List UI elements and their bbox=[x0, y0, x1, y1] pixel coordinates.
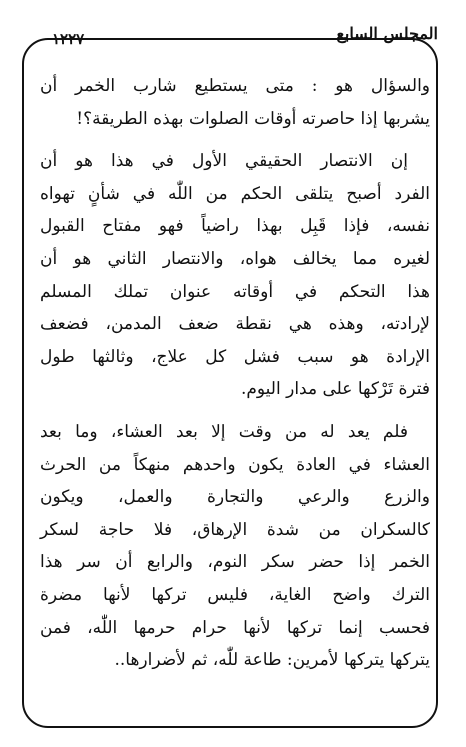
text-line: فحسب إنما تركها لأنها حرام حرمها اللّٰه، فمن bbox=[40, 617, 430, 638]
text-line: والسؤال هو : متى يستطيع شارب الخمر أن bbox=[40, 76, 430, 96]
text-line: نفسه، فإذا قَبِل بهذا راضياً فهو مفتاح القبول bbox=[40, 216, 430, 237]
text-line: إن الانتصار الحقيقي الأول في هذا هو أن bbox=[40, 151, 408, 172]
text-line: كالسكران من شدة الإرهاق، فلا حاجة لسكر bbox=[40, 519, 430, 540]
text-line: هذا التحكم في أوقاته عنوان تملك المسلم bbox=[40, 281, 430, 302]
text-line: الترك واضح الغاية، فليس تركها لأنها مضرة bbox=[40, 584, 430, 605]
chapter-title: المجلس السابع bbox=[336, 24, 438, 43]
text-line: الخمر إذا حضر سكر النوم، والرابع أن سر هذا bbox=[40, 552, 430, 573]
body-text bbox=[40, 70, 430, 730]
text-line: والزرع والرعي والتجارة والعمل، ويكون bbox=[40, 487, 430, 508]
text-line: يشربها إذا حاصرته أوقات الصلوات بهذه الطريقة؟! bbox=[76, 108, 430, 129]
text-line: لغيره مما يخالف هواه، والانتصار الثاني هو أن bbox=[40, 248, 430, 269]
text-line: فلم يعد له من وقت إلا بعد العشاء، وما بعد bbox=[40, 421, 408, 442]
text-line: العشاء في العادة يكون واحدهم منهكاً من الحرث bbox=[40, 454, 430, 475]
paragraph bbox=[40, 145, 430, 406]
text-line: فترة تَرْكها على مدار اليوم. bbox=[240, 379, 430, 400]
text-line: الفرد أصبح يتلقى الحكم من اللّٰه في شأنٍ تهواه bbox=[40, 183, 430, 204]
text-line: لإرادته، وهذه هي نقطة ضعف المدمن، فضعف bbox=[40, 314, 430, 335]
paragraph bbox=[40, 70, 430, 135]
paragraph bbox=[40, 416, 430, 677]
text-line: الإرادة هو سبب فشل كل علاج، وثالثها طول bbox=[40, 346, 430, 367]
text-line: يتركها يتركها لأمرين: طاعة للّٰه، ثم لأضرارها.. bbox=[114, 650, 430, 671]
page-number: ١٢٢٧ bbox=[52, 30, 85, 48]
